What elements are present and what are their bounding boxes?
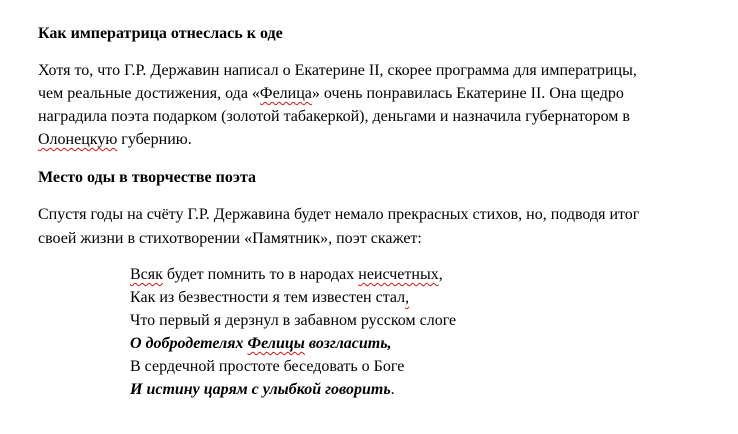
spellcheck-mark: ,	[405, 289, 410, 306]
spellcheck-word: Олонецкую	[38, 131, 118, 148]
paragraph-line: наградила поэта подарком (золотой табакеркой), деньгами и назначила губернатором в	[38, 108, 630, 125]
text-run: .	[390, 381, 395, 398]
paragraph-line	[38, 84, 624, 104]
text-run: будет помнить то в народах	[162, 266, 359, 283]
verse-line	[130, 380, 395, 400]
verse-line: В сердечной простоте беседовать о Боге	[130, 358, 405, 375]
spellcheck-word: Фелица	[259, 85, 312, 102]
section-heading-ode-place: Место оды в творчестве поэта	[38, 169, 256, 186]
text-run: возгласить,	[304, 335, 392, 352]
text-run: чем реальные достижения, ода «	[38, 85, 260, 102]
verse-line	[130, 288, 409, 308]
paragraph-line: Хотя то, что Г.Р. Державин написал о Екатерине II, скорее программа для императрицы,	[38, 62, 637, 79]
verse-line: Что первый я дерзнул в забавном русском слоге	[130, 312, 457, 329]
section-heading-empress-reaction: Как императрица отнеслась к оде	[38, 25, 283, 42]
text-run: Как из безвестности я тем известен стал	[130, 289, 406, 306]
paragraph-line	[38, 130, 192, 150]
text-run: губернию.	[117, 131, 192, 148]
paragraph-line: своей жизни в стихотворении «Памятник», поэт скажет:	[38, 230, 422, 247]
text-run: О добродетелях	[130, 335, 248, 352]
text-run: И истину царям с улыбкой говорить	[130, 381, 391, 398]
spellcheck-word: Фелицы	[247, 335, 305, 352]
text-run: ,	[438, 266, 443, 283]
paragraph-line: Спустя годы на счёту Г.Р. Державина будет немало прекрасных стихов, но, подводя итог	[38, 206, 640, 223]
text-run: » очень понравилась Екатерине II. Она щедро	[311, 85, 624, 102]
spellcheck-word: неисчетных	[358, 266, 439, 283]
verse-line	[130, 265, 443, 285]
spellcheck-word: Всяк	[130, 266, 163, 283]
verse-line	[130, 334, 392, 354]
